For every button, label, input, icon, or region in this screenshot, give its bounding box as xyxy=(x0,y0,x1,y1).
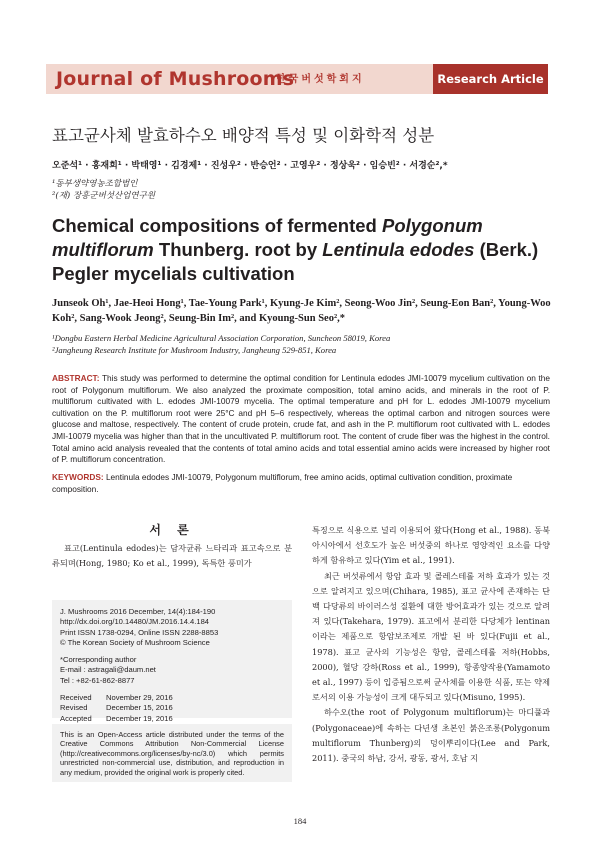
copyright: © The Korean Society of Mushroom Science xyxy=(60,637,210,647)
intro-left-column xyxy=(52,541,292,571)
license-box: This is an Open-Access article distributed under the terms of the Creative Commons Attribution Non-Commercial License (http://creativecommons.org/licenses/by-nc/3.0) which permits unrestricted non-commercial use, distribution, and reproduction in any medium, provided the original work is properly cited. xyxy=(52,724,292,782)
keywords xyxy=(52,472,550,495)
korean-affiliation-2: ²(재) 장흥군버섯산업연구원 xyxy=(52,191,156,201)
issn: Print ISSN 1738-0294, Online ISSN 2288-8853 xyxy=(60,627,219,637)
intro-left-paragraph: 표고(Lentinula edodes)는 담자균류 느타리과 표고속으로 분류되며(Hong, 1980; Ko et al., 1999), 독특한 풍미가 xyxy=(52,543,292,569)
korean-authors: 오준석¹ · 홍재희¹ · 박태영¹ · 김경제¹ · 진성우² · 반승언² · 고영우² · 정상욱² · 임승빈² · 서경순²,* xyxy=(52,161,448,171)
section-heading-introduction: 서 론 xyxy=(149,523,195,537)
intro-right-paragraph-2: 최근 버섯류에서 항암 효과 및 콜레스테롤 저하 효과가 있는 것으로 알려지고 있으며(Chihara, 1985), 표고 균사에 존재하는 단백 다당류의 바이러스성 질환에 대한 방어효과가 있는 것으로 알려져 있다(Takehara, 1979). 표고에서 분리한 다당체가 lentinan이라는 제품으로 항암보조제로 개발 된 바 있다(Fujii et al., 1978). 표고 균사의 기능성은 항암, 콜레스테롤 저하(Hobbs, 2000), 혈당 강하(Ross et al., 1999), 항종양작용(Yamamoto et al., 1997) 등이 입증됨으로써 균사체를 이용한 식품, 또는 약제로서의 이용 가능성이 크게 대두되고 있다(Misuno, 1995). xyxy=(312,570,550,703)
date-revised: Revised December 15, 2016 xyxy=(60,703,173,713)
article-type-badge: Research Article xyxy=(433,64,548,94)
english-authors: Junseok Oh¹, Jae-Heoi Hong¹, Tae-Young Park¹, Kyung-Je Kim², Seong-Woo Jin², Seung-Eon Ban², Young-Woo Koh², Sang-Wook Jeong², Seung-Bin Im², and Kyoung-Sun Seo²,* xyxy=(52,298,551,324)
corresponding-author: *Corresponding author xyxy=(60,655,137,665)
journal-name: Journal of Mushrooms xyxy=(56,68,295,90)
abstract-label: ABSTRACT: xyxy=(52,373,100,383)
korean-title: 표고균사체 발효하수오 배양적 특성 및 이화학적 성분 xyxy=(52,126,435,145)
korean-affiliation-1: ¹동부생약영농조합법인 xyxy=(52,179,138,189)
english-title xyxy=(52,214,552,286)
intro-right-paragraph-1: 특징으로 식용으로 널리 이용되어 왔다(Hong et al., 1988). 동북아시아에서 선호도가 높은 버섯중의 하나로 영양적인 요소를 다양하게 함유하고 있다(Yim et al., 1991). xyxy=(312,525,550,566)
english-affiliation-1: ¹Dongbu Eastern Herbal Medicine Agricultural Association Corporation, Suncheon 58019, Korea xyxy=(52,333,391,343)
abstract xyxy=(52,373,550,466)
doi-link[interactable]: http://dx.doi.org/10.14480/JM.2016.14.4.184 xyxy=(60,617,210,627)
keywords-text: Lentinula edodes JMI-10079, Polygonum multiflorum, free amino acids, optimal cultivation condition, proximate composition. xyxy=(52,472,513,494)
title-species-2: Lentinula edodes xyxy=(322,239,475,260)
date-accepted: Accepted December 19, 2016 xyxy=(60,713,173,723)
title-species-1: Polygonum multiflorum xyxy=(52,215,483,260)
keywords-label: KEYWORDS: xyxy=(52,472,104,482)
title-part-1: Chemical compositions of fermented xyxy=(52,215,382,236)
citation: J. Mushrooms 2016 December, 14(4):184-190 xyxy=(60,607,216,616)
page-number: 184 xyxy=(293,816,307,826)
english-affiliation-2: ²Jangheung Research Institute for Mushroom Industry, Jangheung 529-851, Korea xyxy=(52,345,337,355)
email[interactable]: E-mail : astragali@daum.net xyxy=(60,665,156,675)
title-part-3: (Berk.) Pegler mycelials cultivation xyxy=(52,239,539,284)
abstract-text: This study was performed to determine the optimal condition for Lentinula edodes JMI-10079 mycelium cultivation on the root of Polygonum multiflorum. We also analyzed the proximate composition, total amino acids, and minerals in the root of P. multiflorum cultivated with L. edodes JMI-10079 mycelia. The optimal temperature and pH for L. edodes JMI-10079 mycelium cultivation on the P. multiflorum root were 25°C and pH 5–6 respectively, whereas the optimal carbon and nitrogen sources were glucose and maltose, respectively. The content of crude protein, crude fat, and ash in the P. multiflorum root cultivated with L. edodes JMI-10079 mycelia was higher than that in the uncultivated P. multiflorum root. The content of crude fiber was the highest in the control. Total amino acid analysis revealed that the contents of total amino acids and total essential amino acids were increased by higher root of P. multiflorum concentration. xyxy=(52,373,551,465)
intro-right-paragraph-3: 하수오(the root of Polygonum multiflorum)는 마디풀과(Polygonaceae)에 속하는 다년생 초본인 붉은조롱(Polygonum multiflorum Thunberg)의 덩이뿌리이다(Lee and Park, 2011). 중국의 하남, 강서, 광동, 광서, 호남 지 xyxy=(312,707,550,764)
article-info-box xyxy=(52,600,292,723)
title-part-2: Thunberg. root by xyxy=(153,239,323,260)
telephone: Tel : +82-61-862-8877 xyxy=(60,675,135,685)
date-received: Received November 29, 2016 xyxy=(60,693,173,703)
intro-right-column xyxy=(312,523,550,766)
journal-korean-name: 한국버섯학회지 xyxy=(276,74,365,85)
